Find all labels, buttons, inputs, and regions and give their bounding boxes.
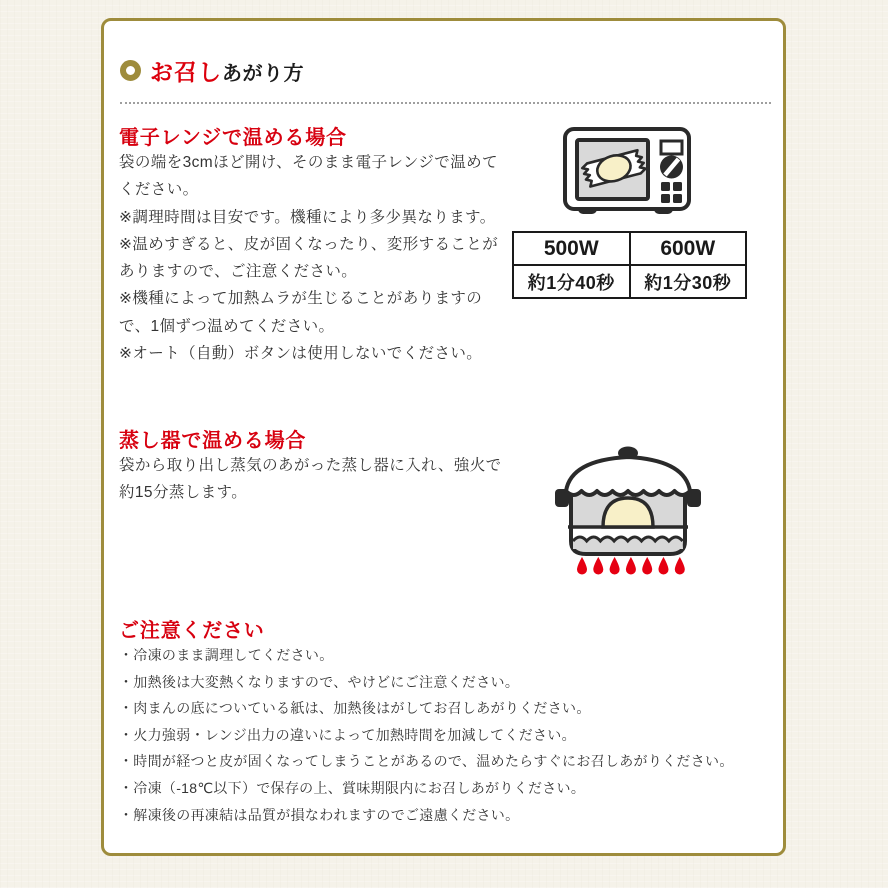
body-line: で、1個ずつ温めてください。 [119,317,335,335]
caution-item: ・火力強弱・レンジ出力の違いによって加熱時間を加減してください。 [119,726,576,743]
body-line: ※温めすぎると、皮が固くなったり、変形することが [119,235,499,253]
table-header-cell: 600W [631,233,746,264]
caution-item: ・解凍後の再凍結は品質が損なわれますのでご遠慮ください。 [119,806,520,823]
caution-item: ・冷凍（-18℃以下）で保存の上、賞味期限内にお召しあがりください。 [119,779,586,796]
table-value-cell: 約1分40秒 [514,266,629,297]
microwave-icon [560,126,694,220]
flame-icon [577,557,685,575]
body-line: 袋から取り出し蒸気のあがった蒸し器に入れ、強火で [119,457,502,474]
body-line: 袋の端を3cmほど開け、そのまま電子レンジで温めて [119,154,498,171]
body-line: ください。 [119,181,199,199]
steamer-section-heading: 蒸し器で温める場合 [119,430,307,452]
body-line: ※調理時間は目安です。機種により多少異なります。 [119,208,496,226]
caution-section-heading: ご注意ください [119,620,265,642]
body-line: ※機種によって加熱ムラが生じることがありますの [119,290,483,308]
caution-item: ・時間が経つと皮が固くなってしまうことがあるので、温めたらすぐにお召しあがりください。 [119,753,734,770]
heating-time-table [512,231,747,299]
body-line: 約15分蒸します。 [119,484,248,502]
table-value-cell: 約1分30秒 [631,266,746,297]
page-title [120,54,304,87]
microwave-section-body [119,149,519,367]
page-title-accent: お召し [150,59,222,85]
caution-list [119,642,769,828]
microwave-section-heading: 電子レンジで温める場合 [119,127,347,149]
header-divider [120,102,771,104]
page-title-rest: あがり方 [222,63,304,85]
ring-bullet-icon [120,60,141,81]
steamer-section-body [119,452,539,507]
caution-item: ・冷凍のまま調理してください。 [119,647,334,663]
body-line: ※オート（自動）ボタンは使用しないでください。 [119,345,483,363]
caution-item: ・加熱後は大変熱くなりますので、やけどにご注意ください。 [119,673,520,690]
caution-item: ・肉まんの底についている紙は、加熱後はがしてお召しあがりください。 [119,700,591,717]
steamer-pot-icon [552,445,704,577]
body-line: ありますので、ご注意ください。 [119,263,358,281]
table-header-cell: 500W [514,233,629,264]
instruction-card [101,18,786,856]
